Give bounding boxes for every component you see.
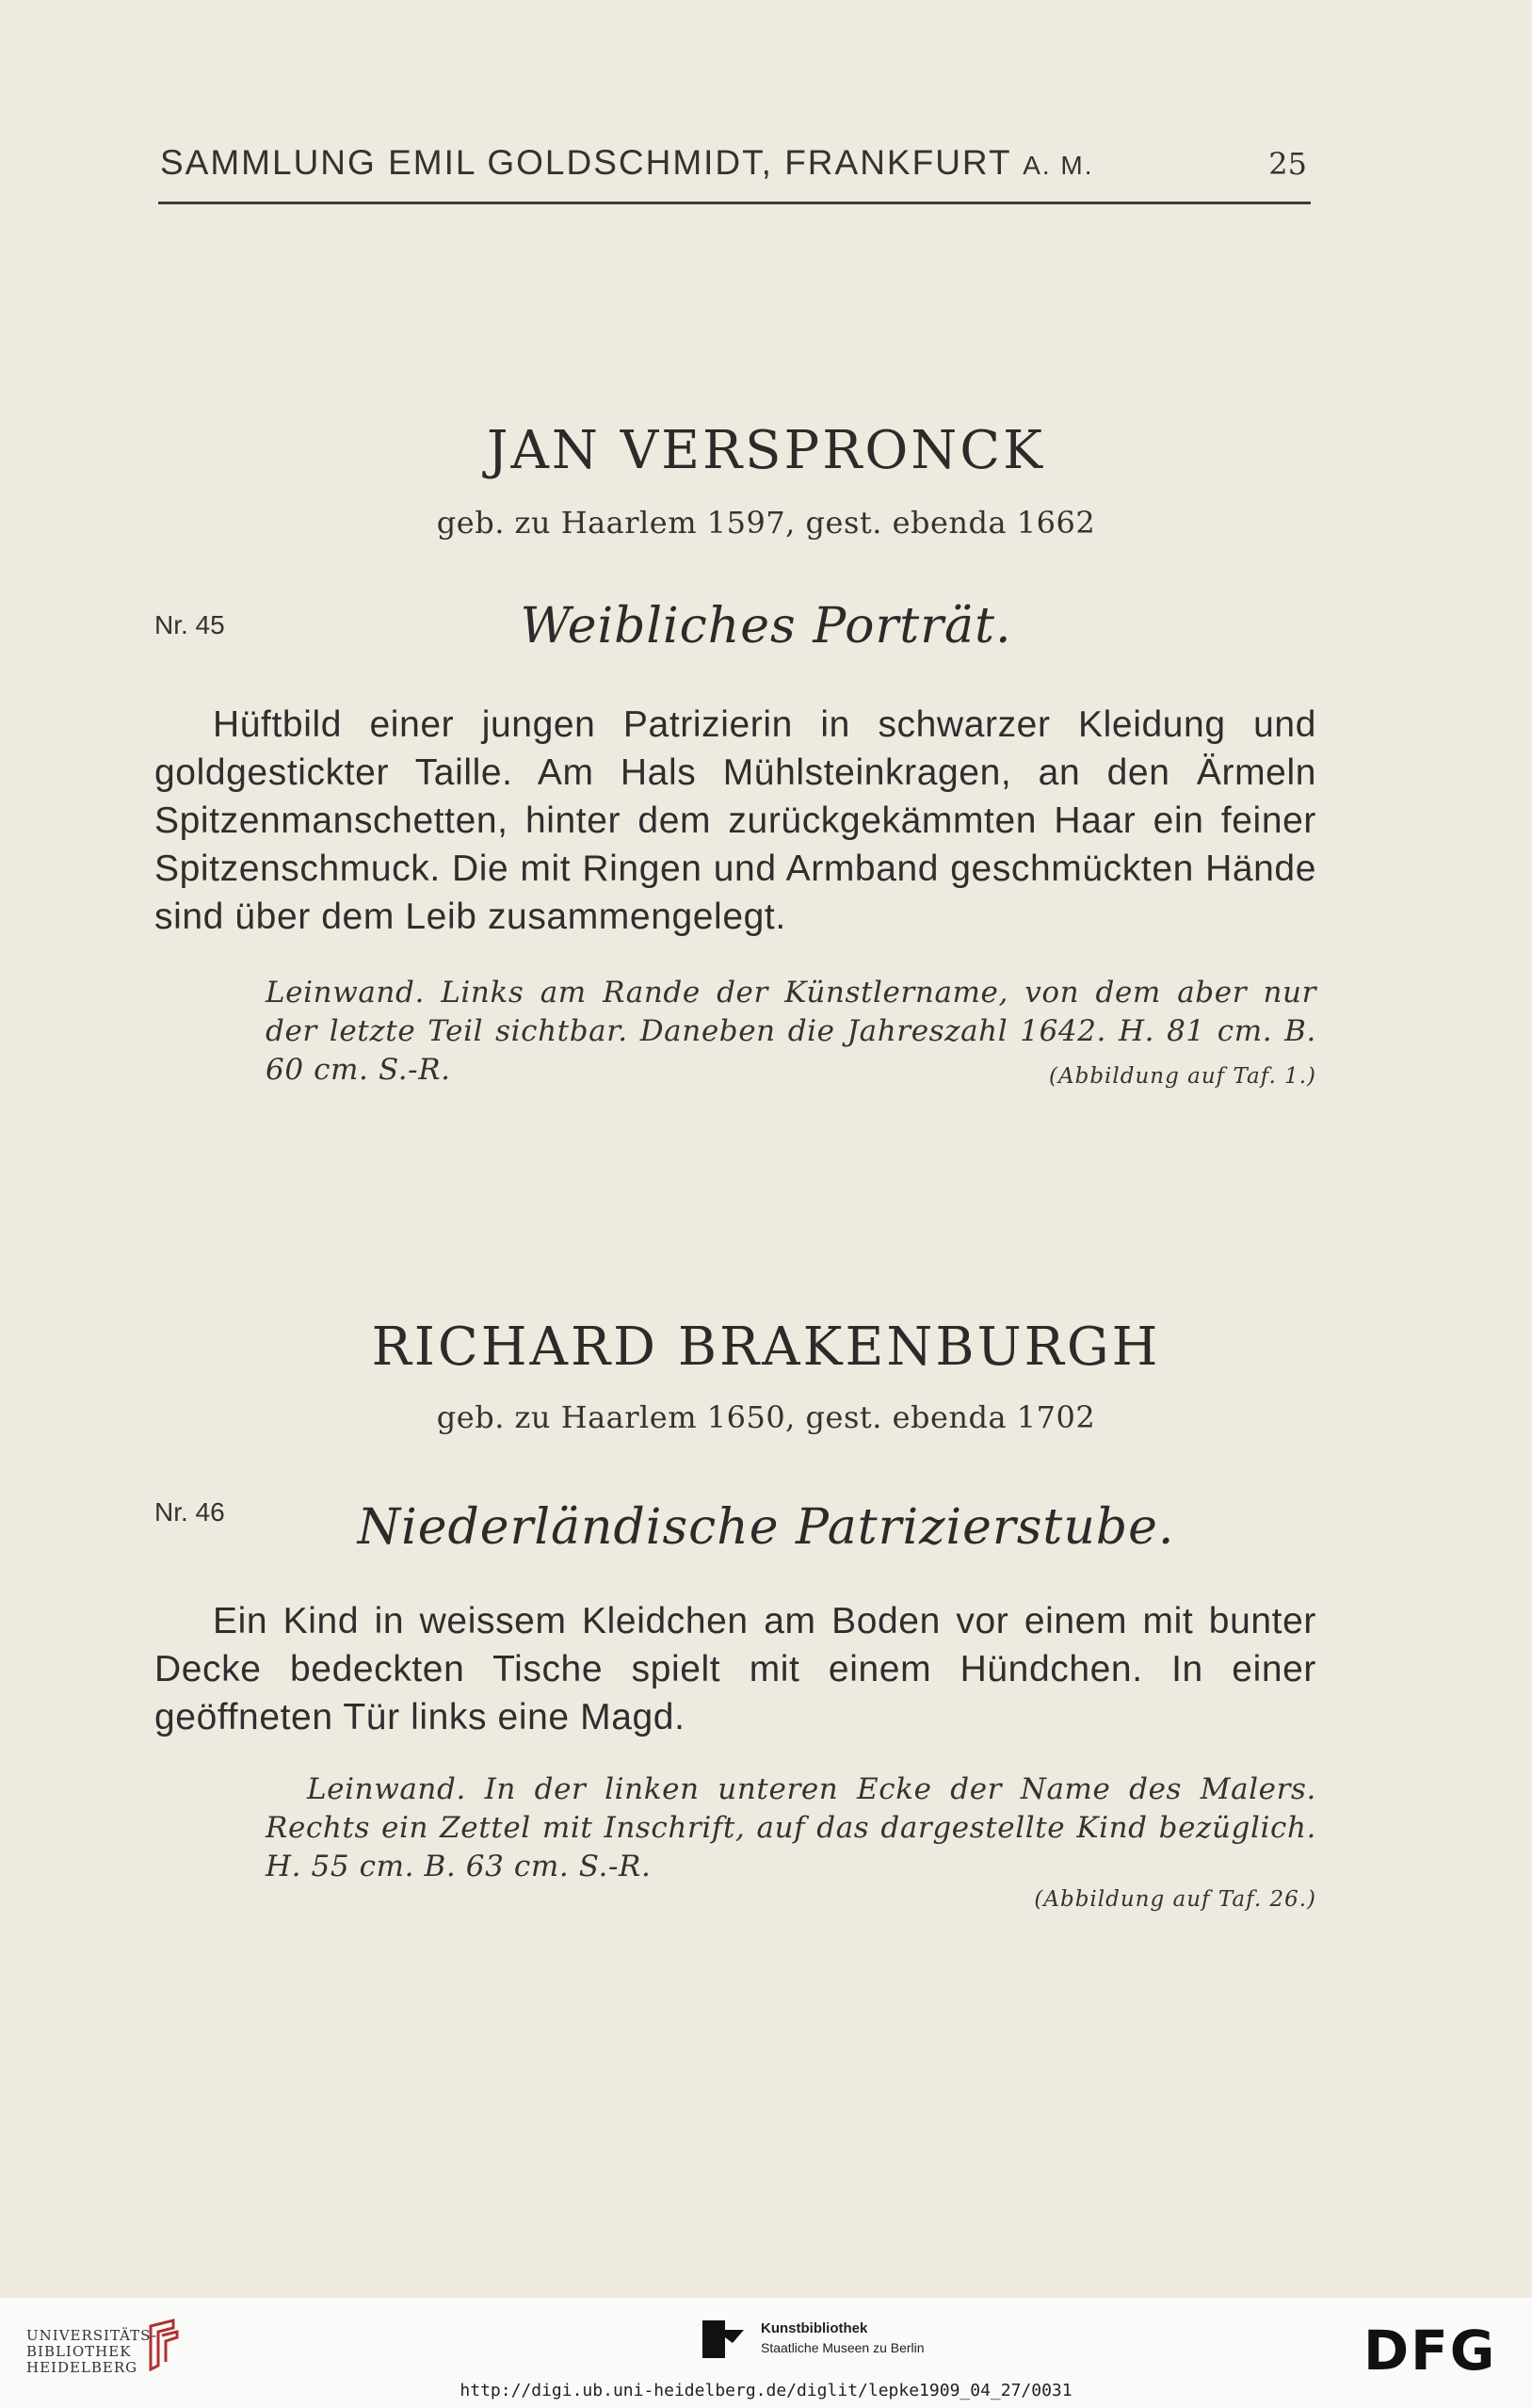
plate-reference-45: (Abbildung auf Taf. 1.): [1049, 1064, 1316, 1089]
page-number: 25: [1268, 146, 1307, 182]
source-url[interactable]: http://digi.ub.uni-heidelberg.de/diglit/lepke1909_04_27/0031: [460, 2381, 1072, 2400]
description-46-text: Ein Kind in weissem Kleidchen am Boden vor einem mit bunter Decke bedeckten Tische spielt mit einem Hündchen. In einer geöffneten Tür links eine Magd.: [154, 1601, 1316, 1737]
heidelberg-library-label: [26, 2328, 157, 2376]
running-title: [160, 143, 1094, 183]
kunstbibliothek-logo-icon: [699, 2317, 757, 2362]
running-title-main: SAMMLUNG EMIL GOLDSCHMIDT, FRANKFURT: [160, 143, 1011, 182]
dfg-logo: DFG: [1363, 2319, 1497, 2383]
uni-line-1: UNIVERSITÄTS-: [26, 2327, 158, 2344]
description-45: [154, 701, 1316, 941]
artist-name-brakenburgh: RICHARD BRAKENBURGH: [371, 1317, 1161, 1378]
running-title-small: A. M.: [1023, 151, 1094, 180]
technical-note-46: [266, 1770, 1316, 1886]
description-45-text: Hüftbild einer jungen Patrizierin in schwarzer Kleidung und goldgestickter Taille. Am Hals Mühlsteinkragen, an den Ärmeln Spitzenmanschetten, hinter dem zurückgekämmten Haar ein feiner Spitzenschmuck. Die mit Ringen und Armband geschmückten Hände sind über dem Leib zusammengelegt.: [154, 704, 1316, 937]
technical-note-45: Leinwand. Links am Rande der Künstlername, von dem aber nur der letzte Teil sichtbar. Daneben die Jahreszahl 1642. H. 81 cm. B. 60 cm. S.-R.: [266, 976, 1316, 1087]
kb-sub: Staatliche Museen zu Berlin: [761, 2340, 925, 2355]
uni-line-3: HEIDELBERG: [26, 2359, 138, 2376]
plate-reference-46: (Abbildung auf Taf. 26.): [1034, 1887, 1316, 1912]
artist-life-verspronck: geb. zu Haarlem 1597, gest. ebenda 1662: [436, 505, 1096, 541]
kb-name: Kunstbibliothek: [761, 2320, 868, 2336]
running-head: [160, 143, 1316, 183]
artwork-title-45: Weibliches Porträt.: [520, 598, 1012, 655]
header-rule: [158, 202, 1311, 204]
artwork-title-46: Niederländische Patrizierstube.: [357, 1499, 1175, 1556]
technical-note-46-text: Leinwand. In der linken unteren Ecke der Name des Malers. Rechts ein Zettel mit Inschrift, auf das dargestellte Kind bezüglich. H. 55 cm. B. 63 cm. S.-R.: [266, 1772, 1316, 1883]
artist-life-brakenburgh: geb. zu Haarlem 1650, gest. ebenda 1702: [436, 1399, 1096, 1435]
description-46: [154, 1597, 1316, 1741]
artist-name-verspronck: JAN VERSPRONCK: [487, 420, 1045, 481]
catalog-number-46: Nr. 46: [154, 1497, 225, 1527]
uni-line-2: BIBLIOTHEK: [26, 2343, 132, 2360]
heidelberg-logo-icon: [141, 2319, 183, 2371]
kunstbibliothek-label: [761, 2319, 925, 2357]
catalog-number-45: Nr. 45: [154, 610, 225, 639]
